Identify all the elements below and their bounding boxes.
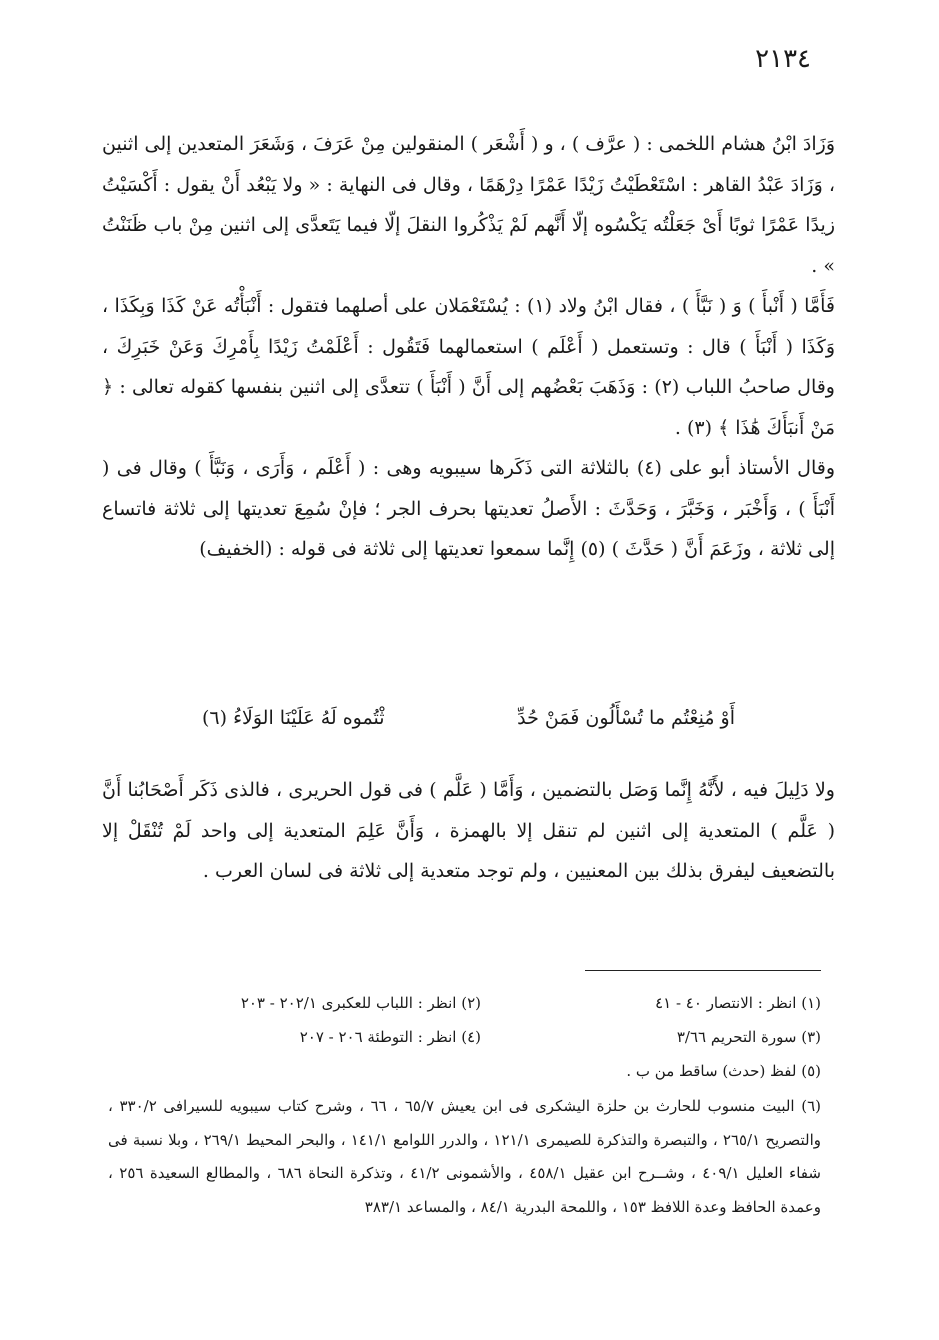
poetry-verse [102, 696, 835, 740]
verse-first-hemistich: أَوْ مُنِعْتُم ما تُسْأَلُون فَمَنْ حُدِّ [517, 707, 735, 729]
footnote-5: (٥) لفظ (حدث) ساقط من ب . [626, 1062, 821, 1080]
paragraph-2: فَأَمَّا ( أَنْبأَ ) وَ ( نَبَّأَ ) ، فقال ابْنُ ولاد (١) : يُسْتَعْمَلان على أصلهما فتقول : أَنْبَأْتُه عَنْ كَذَا وَبِكَذَا ، وَكَذَا ( أَنْبَأَ ) قال : وتستعمل ( أَعْلَم ) استعمالهما فَتَقُول : أَعْلَمْتُ زَيْدًا بِأَمْرِكَ وَعَنْ خَبَرِكَ ، وقال صاحبُ اللباب (٢) : وَذَهَبَ بَعْضُهم إلى أَنَّ ( أَنْبَأَ ) تتعدَّى إلى اثنين بنفسها كقوله تعالى : ﴿ مَنْ أَنبَأَكَ هَٰذَا ﴾ (٣) . [102, 295, 836, 439]
footnote-row [108, 1020, 831, 1054]
footnote-row [108, 1054, 831, 1088]
paragraph-3: وقال الأستاذ أبو على (٤) بالثلاثة التى ذَكَرها سيبويه وهى : ( أَعْلَم ، وَأَرَى ، وَنَبَّأَ ) وقال فى ( أَنْبَأَ ) ، وَأَخْبَر ، وَخَبَّرَ ، وَحَدَّثَ : الأَصلُ تعديتها بحرف الجر ؛ فإنْ سُمِعَ تعديتها إلى ثلاثة فاتساع إلى ثلاثة ، وزَعَمَ أَنَّ ( حَدَّثَ ) (٥) إِنَّما سمعوا تعديتها إلى ثلاثة فى قوله : (الخفيف) [102, 457, 835, 560]
footnote-2: (٢) انظر : اللباب للعكبرى ٢٠٢/١ - ٢٠٣ [240, 994, 481, 1012]
footnote-3: (٣) سورة التحريم ٣/٦٦ [676, 1028, 821, 1046]
closing-text [102, 770, 835, 892]
page-number: ٢١٣٤ [755, 44, 811, 74]
footnote-row [108, 986, 831, 1020]
verse-second-hemistich: ثْتُموه لَهُ عَلَيْنَا الوَلَاءُ (٦) [202, 707, 385, 729]
footnotes [108, 986, 831, 1224]
footnote-4: (٤) انظر : التوطئة ٢٠٦ - ٢٠٧ [299, 1028, 481, 1046]
paragraph-4: ولا دَلِيلَ فيه ، لأَنَّهُ إِنَّما وَصَل بالتضمين ، وَأَمَّا ( عَلَّم ) فى قول الحريرى ، فالذى ذَكَر أَصْحَابُنا أَنَّ ( عَلَّم ) المتعدية إلى اثنين لم تنقل إلا بالهمزة ، وَأَنَّ عَلِمَ المتعدية إلى واحد لَمْ تُنْقَلْ إلا بالتضعيف ليفرق بذلك بين المعنيين ، ولم توجد متعدية إلى ثلاثة فى لسان العرب . [102, 779, 835, 882]
footnote-divider [585, 970, 821, 971]
footnote-6: (٦) البيت منسوب للحارث بن حلزة اليشكرى فى ابن يعيش ٦٥/٧ ، ٦٦ ، وشرح كتاب سيبويه للسيرافى ٣٣٠/٢ ، والتصريح ٢٦٥/١ ، والتبصرة والتذكرة للصيمرى ١٢١/١ ، والدرر اللوامع ١٤١/١ ، والبحر المحيط ٢٦٩/١ ، وبلا نسبة فى شفاء العليل ٤٠٩/١ ، وشــرح ابن عقيل ٤٥٨/١ ، والأشمونى ٤١/٢ ، وتذكرة النحاة ٦٨٦ ، والمطالع السعيدة ٢٥٦ ، وعمدة الحافظ وعدة اللافظ ١٥٣ ، واللمحة البدرية ٨٤/١ ، والمساعد ٣٨٣/١ [108, 1097, 821, 1216]
main-text [102, 124, 835, 570]
paragraph-1: وَزَادَ ابْنُ هشام اللخمى : ( عرَّف ) ، و ( أَشْعَر ) المنقولين مِنْ عَرَفَ ، وَشَعَرَ المتعدين إلى اثنين ، وَزَادَ عَبْدُ القاهر : اسْتَعْطَيْتُ زَيْدًا عَمْرًا دِرْهَمًا ، وقال فى النهاية : « ولا يَبْعُد أَنْ يقول : أَكْسَيْتُ زيدًا عَمْرًا ثوبًا أَىْ جَعَلْتُه يَكْسُوه إلّا أَنَّهم لَمْ يَذْكُروا النقلَ إلّا فيما يَتَعدَّى إلى اثنين مِنْ باب ظَنَنْتُ » . [102, 133, 835, 277]
footnote-1: (١) انظر : الانتصار ٤٠ - ٤١ [655, 994, 821, 1012]
